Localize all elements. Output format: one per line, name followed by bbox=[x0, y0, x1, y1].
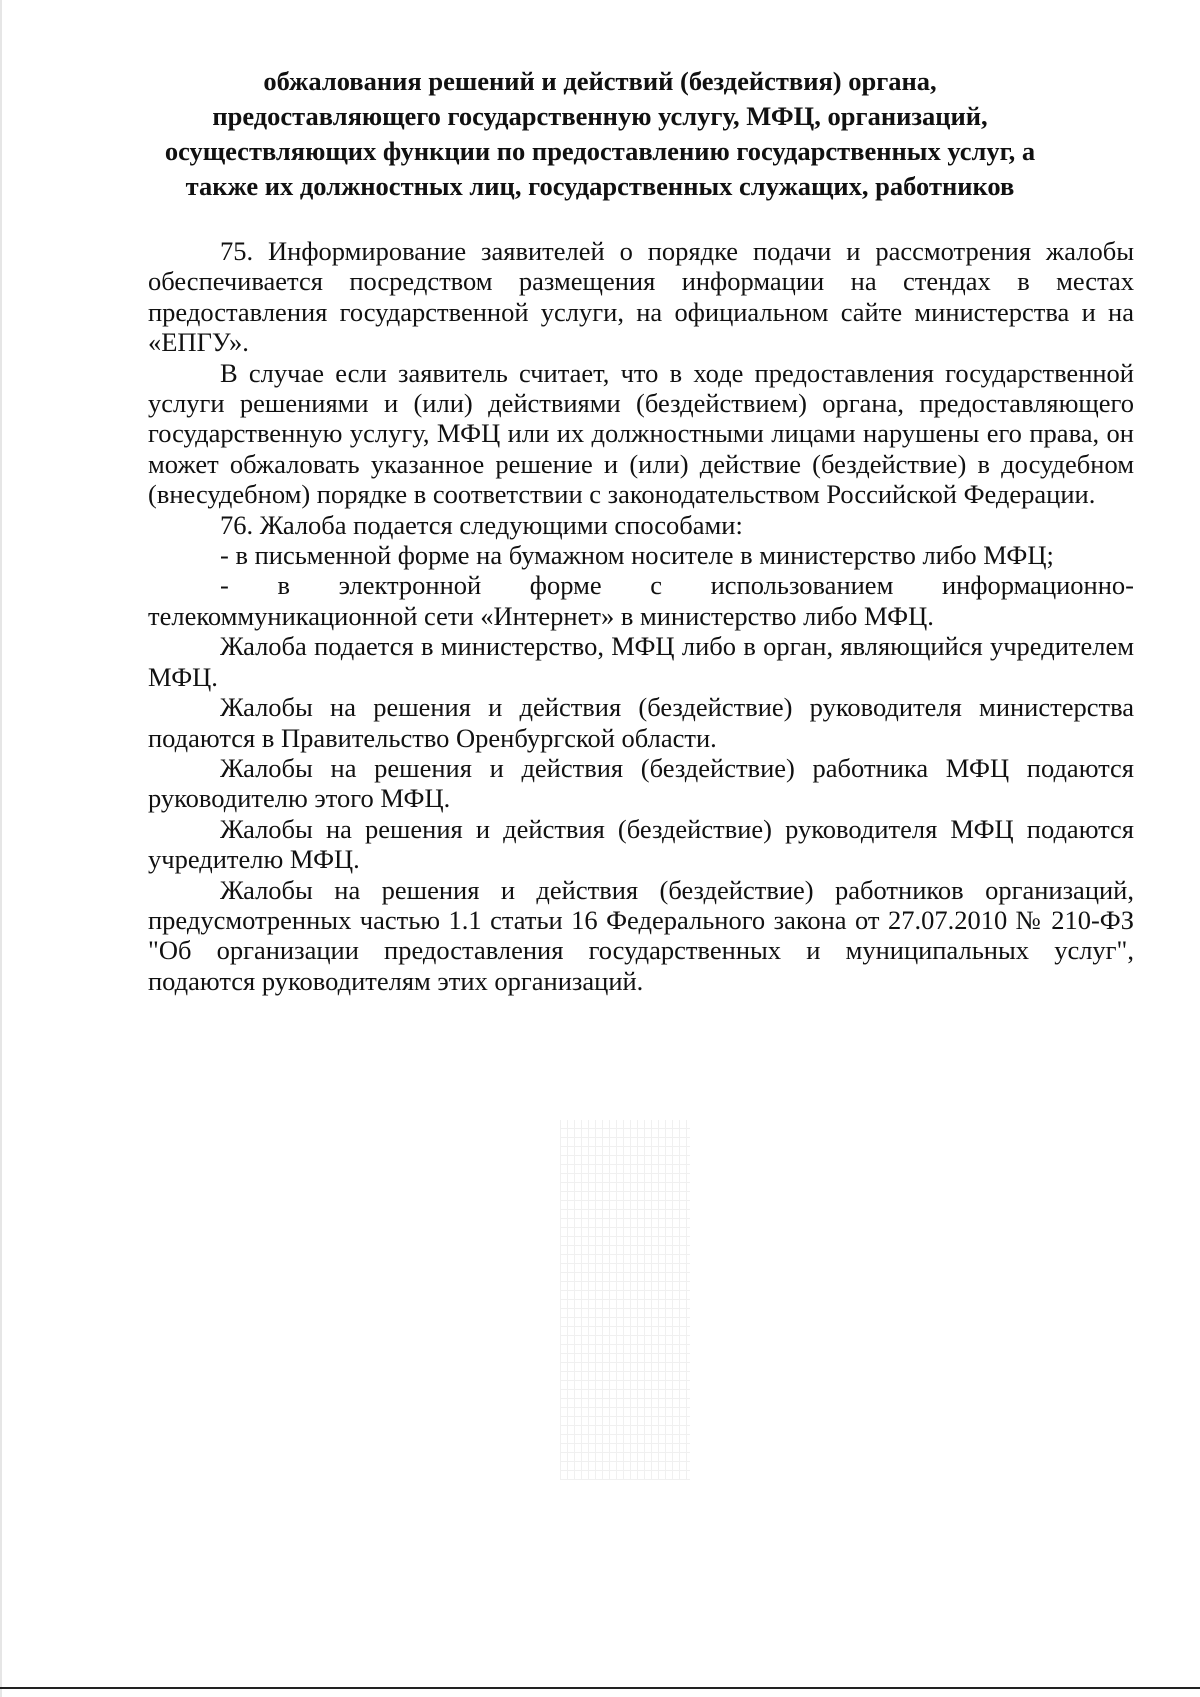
scan-edge-left bbox=[0, 0, 2, 1697]
heading-line-3: осуществляющих функции по предоставлению государственных услуг, а bbox=[164, 136, 1036, 166]
paragraph-where-submitted: Жалоба подается в министерство, МФЦ либо в орган, являющийся учредителем МФЦ. bbox=[148, 631, 1134, 692]
document-body bbox=[148, 236, 1134, 996]
heading-line-2: предоставляющего государственную услугу, МФЦ, организаций, bbox=[212, 101, 988, 131]
section-heading bbox=[150, 64, 1050, 204]
paragraph-76-methods: 76. Жалоба подается следующими способами: bbox=[220, 509, 743, 540]
paragraph-appeal-right: В случае если заявитель считает, что в ходе предоставления государственной услуги решениями и (или) действиями (бездействием) органа, предоставляющего государственную услугу, МФЦ или их должностными лицами нарушены его права, он может обжаловать указанное решение и (или) действие (бездействие) в досудебном (внесудебном) порядке в соответствии с законодательством Российской Федерации. bbox=[148, 357, 1134, 510]
heading-line-4: также их должностных лиц, государственных служащих, работников bbox=[185, 171, 1015, 201]
scan-noise bbox=[560, 1120, 690, 1480]
paragraph-75-informing: 75. Информирование заявителей о порядке подачи и рассмотрения жалобы обеспечивается посредством размещения информации на стендах в местах предоставления государственной услуги, на официальном сайте министерства и на «ЕПГУ». bbox=[148, 236, 1134, 358]
paragraph-ministry-head-complaints: Жалобы на решения и действия (бездействие) руководителя министерства подаются в Правительство Оренбургской области. bbox=[148, 692, 1134, 753]
method-paper-form: - в письменной форме на бумажном носителе в министерство либо МФЦ; bbox=[220, 540, 1054, 571]
heading-line-1: обжалования решений и действий (бездействия) органа, bbox=[263, 66, 937, 96]
scan-edge-bottom bbox=[0, 1687, 1200, 1689]
method-electronic-form: - в электронной форме с использованием информационно-телекоммуникационной сети «Интернет» в министерство либо МФЦ. bbox=[148, 570, 1134, 631]
paragraph-mfc-worker-complaints: Жалобы на решения и действия (бездействие) работника МФЦ подаются руководителю этого МФЦ. bbox=[148, 752, 1134, 814]
paragraph-mfc-head-complaints: Жалобы на решения и действия (бездействие) руководителя МФЦ подаются учредителю МФЦ. bbox=[148, 813, 1134, 875]
paragraph-organization-workers-complaints: Жалобы на решения и действия (бездействие) работников организаций, предусмотренных частью 1.1 статьи 16 Федерального закона от 27.07.2010 № 210-ФЗ "Об организации предоставления государственных и муниципальных услуг", подаются руководителям этих организаций. bbox=[148, 874, 1134, 996]
